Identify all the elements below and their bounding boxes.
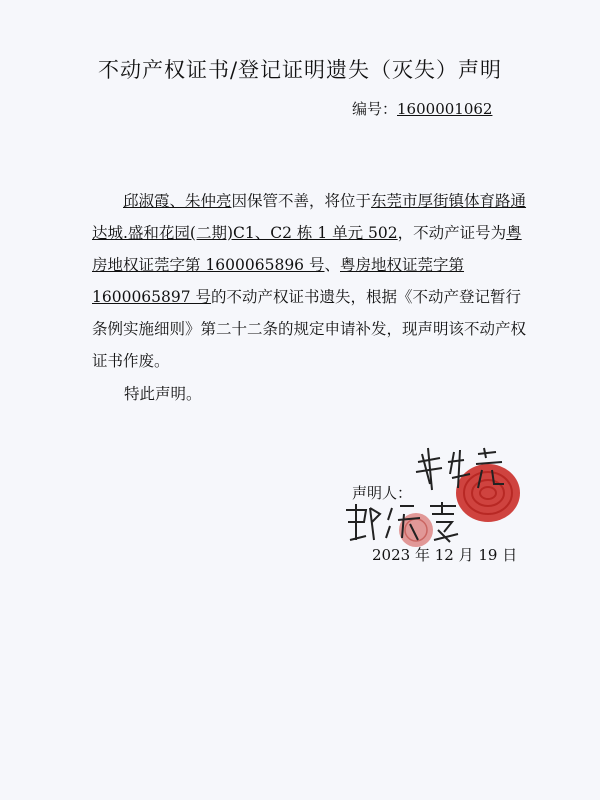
signature-qiu-shuxia [340,500,470,546]
body-text-3: 的不动产权证书遗失，根据《不动产登记暂行条例实施细则》第二十二条的规定申请补发，现声明该不动产权证书作废。 [92,288,527,370]
certificate-number-1: 粤房地权证莞字第 1600065896 号 [92,224,522,274]
declaration-paragraph [92,185,530,377]
declarant-names: 邱淑霞、朱仲亮 [123,192,232,210]
declarant-label: 声明人： [352,484,413,502]
declaration-body [92,185,530,377]
serial-label: 编号： [352,100,398,118]
serial-number-line [352,98,492,119]
signature-zhu-zhongliang [412,444,512,494]
serial-number: 1600001062 [397,100,493,118]
body-text-1: 因保管不善，将位于 [231,192,372,210]
document-title: 不动产权证书/登记证明遗失（灭失）声明 [97,58,503,82]
certificate-number-2: 粤房地权证莞字第 1600065897 号 [92,256,465,306]
property-address: 东莞市厚街镇体育路通达城.盛和花园(二期)C1、C2 栋 1 单元 502 [92,192,527,242]
certificate-separator: 、 [324,256,340,274]
closing-statement: 特此声明。 [124,385,202,403]
body-text-2: ，不动产证号为 [397,224,507,242]
declaration-date: 2023 年 12 月 19 日 [372,546,518,564]
